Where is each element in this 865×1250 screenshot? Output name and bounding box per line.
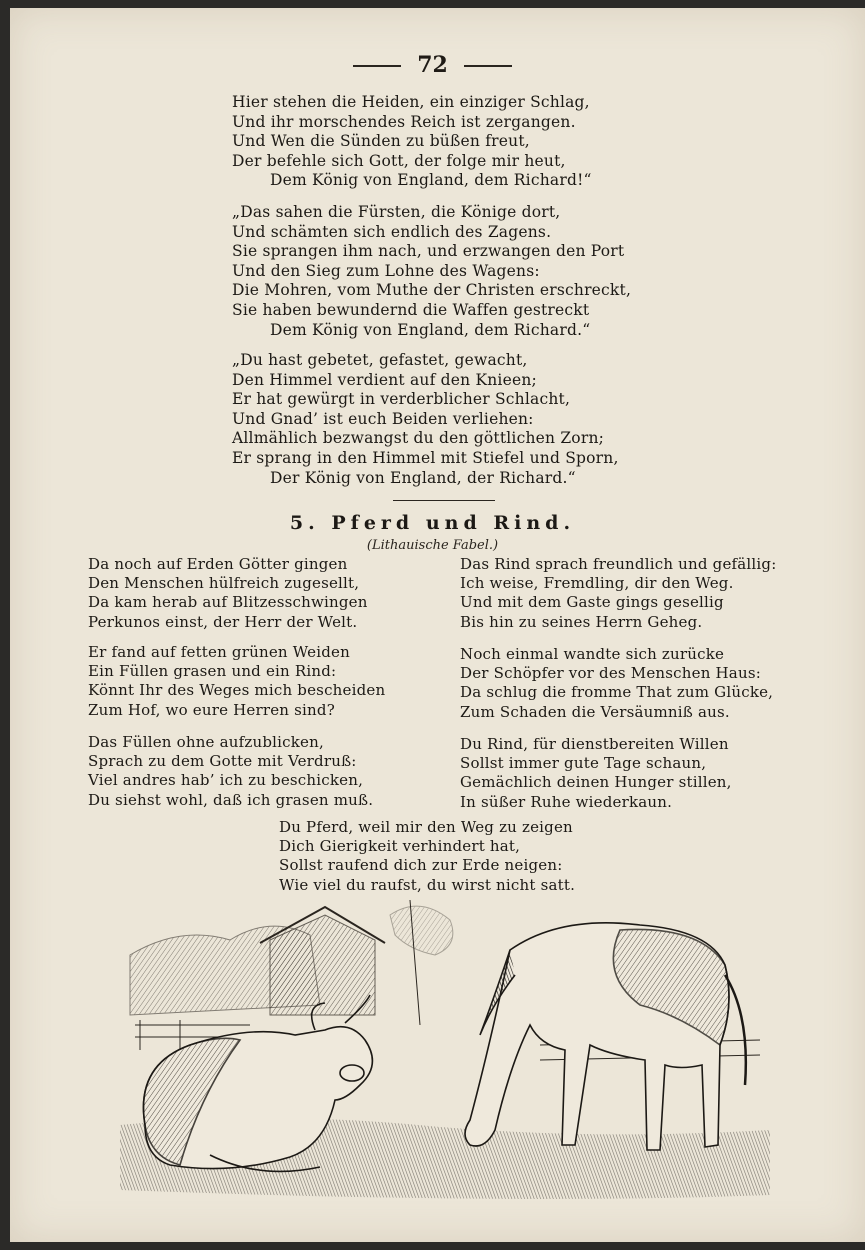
poem-line: Sie haben bewundernd die Waffen gestreckt [232,300,590,319]
poem-line: Viel andres hab’ ich zu beschicken, [88,771,364,790]
poem1-stanza-3 [232,351,619,488]
poem-subtitle: (Lithauische Fabel.) [366,538,499,553]
poem2-left-stanza-2 [88,643,385,720]
page-number-text: 72 [417,52,448,78]
page-number [0,52,865,78]
poem-line: Du Rind, für dienstbereiten Willen [460,735,729,753]
poem-line: Sollst immer gute Tage schaun, [460,754,707,773]
poem-line: Dich Gierigkeit verhindert hat, [279,837,521,856]
poem-line: Du Pferd, weil mir den Weg zu zeigen [279,818,573,836]
poem-line: Zum Schaden die Versäumniß aus. [460,702,730,721]
poem-title: 5. Pferd und Rind. [289,512,576,534]
poem-line: Noch einmal wandte sich zurücke [460,645,725,663]
horse-figure [465,923,746,1150]
poem-line: Das Rind sprach freundlich und gefällig: [460,555,777,573]
poem-line: Und ihr morschendes Reich ist zergangen. [232,112,576,131]
poem-line: Könnt Ihr des Weges mich bescheiden [88,681,386,700]
poem2-right-stanza-2 [460,645,773,722]
poem-line: „Das sahen die Fürsten, die Könige dort, [232,203,561,221]
poem-line: Hier stehen die Heiden, ein einziger Schlag, [232,93,590,111]
poem-line: Ein Füllen grasen und ein Rind: [88,662,337,681]
poem-line: In süßer Ruhe wiederkaun. [460,792,673,811]
poem-line: Allmählich bezwangst du den göttlichen Zorn; [232,429,605,448]
poem-line: Sprach zu dem Gotte mit Verdruß: [88,752,357,771]
poem-line: Zum Hof, wo eure Herren sind? [88,700,335,719]
page-number-rule-right [464,65,512,67]
page-number-rule-left [353,65,401,67]
poem2-left-stanza-1 [88,555,368,632]
poem-line: Da noch auf Erden Götter gingen [88,555,348,573]
poem-line: Den Himmel verdient auf den Knieen; [232,370,537,389]
poem-line: Ich weise, Fremdling, dir den Weg. [460,574,734,593]
poem-line: Dem König von England, dem Richard.“ [270,320,591,339]
poem-line: Und schämten sich endlich des Zagens. [232,222,552,241]
poem-line: Er fand auf fetten grünen Weiden [88,643,350,661]
poem2-right-stanza-1 [460,555,776,632]
section-divider [393,500,495,501]
poem-line: Du siehst wohl, daß ich grasen muß. [88,790,374,809]
poem-line: Da kam herab auf Blitzesschwingen [88,593,368,612]
poem-line: Sollst raufend dich zur Erde neigen: [279,856,563,875]
poem1-stanza-1 [232,93,592,191]
poem-line: Und den Sieg zum Lohne des Wagens: [232,261,540,280]
poem-line: Das Füllen ohne aufzublicken, [88,733,324,751]
poem-line: Und Gnad’ ist euch Beiden verliehen: [232,409,534,428]
poem-line: Er sprang in den Himmel mit Stiefel und Sporn, [232,448,619,467]
poem-line: Der König von England, der Richard.“ [270,468,576,487]
poem-line: Wie viel du raufst, du wirst nicht satt. [279,875,576,894]
poem-line: Sie sprangen ihm nach, und erzwangen den Port [232,242,625,261]
poem2-left-stanza-3 [88,733,373,810]
poem-line: Die Mohren, vom Muthe der Christen erschreckt, [232,281,632,300]
poem-line: Gemächlich deinen Hunger stillen, [460,773,732,792]
poem-line: Da schlug die fromme That zum Glücke, [460,683,774,702]
poem-line: Dem König von England, dem Richard!“ [270,171,592,190]
poem2-right-stanza-3 [460,735,732,812]
poem-line: Er hat gewürgt in verderblicher Schlacht, [232,390,571,409]
poem-line: Und Wen die Sünden zu büßen freut, [232,132,530,151]
poem-line: Perkunos einst, der Herr der Welt. [88,612,358,631]
poem-line: Den Menschen hülfreich zugesellt, [88,574,360,593]
poem-line: Der befehle sich Gott, der folge mir heut, [232,151,566,170]
woodcut-illustration [120,895,770,1205]
poem1-stanza-2 [232,203,631,340]
poem-line: Und mit dem Gaste gings gesellig [460,593,724,612]
poem-line: „Du hast gebetet, gefastet, gewacht, [232,351,528,369]
poem2-final-stanza [279,818,575,895]
poem-line: Bis hin zu seines Herrn Geheg. [460,612,703,631]
poem-line: Der Schöpfer vor des Menschen Haus: [460,664,761,683]
